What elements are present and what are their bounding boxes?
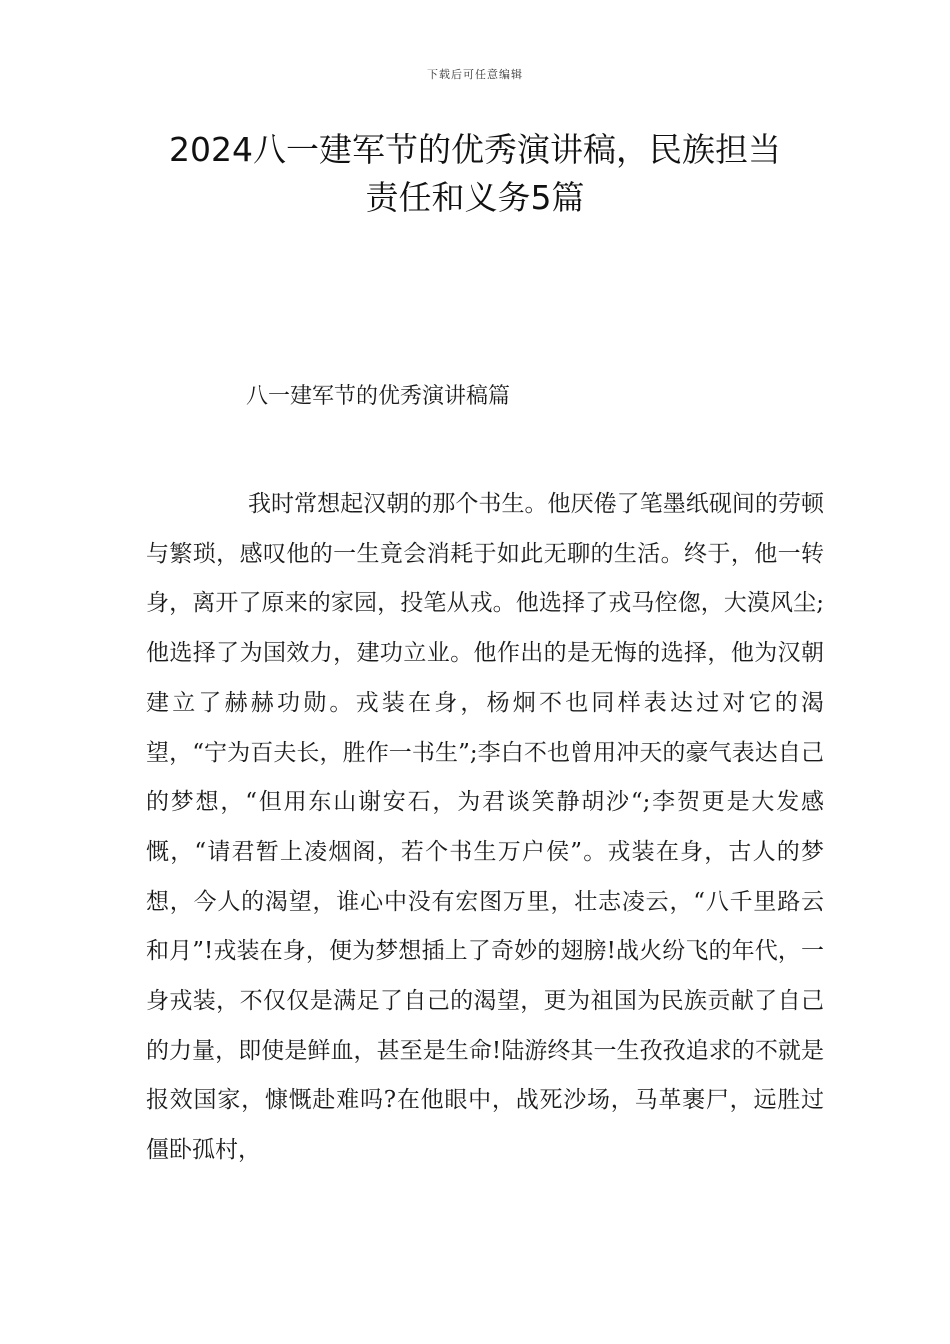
- body-paragraph: 我时常想起汉朝的那个书生。他厌倦了笔墨纸砚间的劳顿与繁琐，感叹他的一生竟会消耗于如此无聊的生活。终于，他一转身，离开了原来的家园，投笔从戎。他选择了戎马倥偬，大漠风尘;他选择了为国效力，建功立业。他作出的是无悔的选择，他为汉朝建立了赫赫功勋。戎装在身，杨炯不也同样表达过对它的渴望，“宁为百夫长，胜作一书生”;李白不也曾用冲天的豪气表达自己的梦想，“但用东山谢安石，为君谈笑静胡沙“;李贺更是大发感慨，“请君暂上凌烟阁，若个书生万户侯”。戎装在身，古人的梦想，今人的渴望，谁心中没有宏图万里，壮志凌云，“八千里路云和月”!戎装在身，便为梦想插上了奇妙的翅膀!战火纷飞的年代，一身戎装，不仅仅是满足了自己的渴望，更为祖国为民族贡献了自己的力量，即使是鲜血，甚至是生命!陆游终其一生孜孜追求的不就是报效国家，慷慨赴难吗?在他眼中，战死沙场，马革裹尸，远胜过僵卧孤村，: [146, 491, 824, 1164]
- title-line-2: 责任和义务5篇: [365, 178, 585, 217]
- section-heading: 八一建军节的优秀演讲稿篇: [246, 384, 511, 409]
- title-line-1: 2024八一建军节的优秀演讲稿，民族担当: [169, 130, 781, 169]
- header-note: 下载后可任意编辑: [427, 68, 523, 81]
- document-title: [100, 126, 850, 222]
